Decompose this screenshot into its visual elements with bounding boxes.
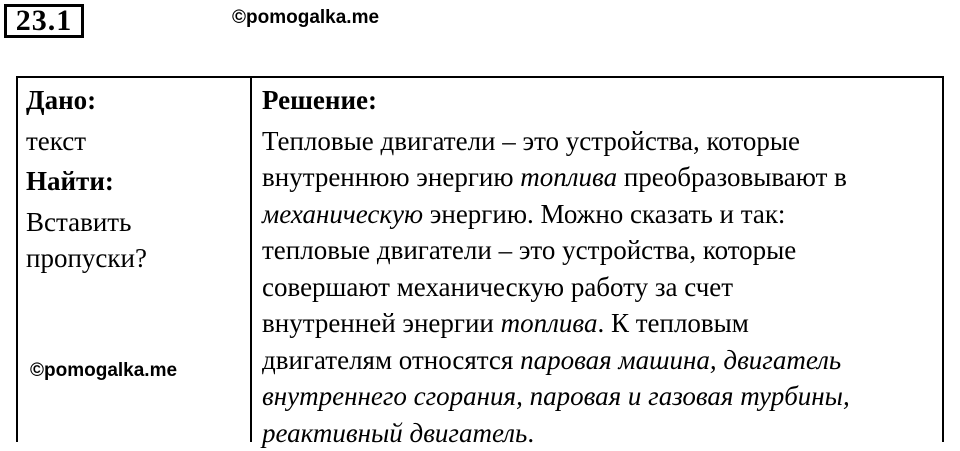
solution-text-run: . К тепловым <box>597 308 748 338</box>
solution-text-run: тепловые двигатели – это устройства, которые <box>262 235 796 265</box>
find-value-line2: пропуски? <box>26 240 241 277</box>
solution-line <box>262 305 942 342</box>
solution-line <box>262 415 942 451</box>
solution-text-run: . <box>527 418 534 448</box>
solution-line <box>262 378 942 415</box>
solution-text-run: преобразовывают в <box>617 162 847 192</box>
solution-text <box>262 123 942 451</box>
solution-italic-run: механическую <box>262 199 423 229</box>
column-divider <box>250 78 252 442</box>
solution-text-run: внутренней энергии <box>262 308 501 338</box>
solution-italic-run: топлива <box>501 308 598 338</box>
solution-table <box>16 76 944 442</box>
solution-italic-run: топлива <box>520 162 617 192</box>
solution-line <box>262 232 942 269</box>
solution-italic-run: внутреннего сгорания, паровая и газовая турбины, <box>262 381 850 411</box>
solution-text-run: внутреннюю энергию <box>262 162 520 192</box>
find-value-line1: Вставить <box>26 204 241 241</box>
solution-line <box>262 123 942 160</box>
solution-line <box>262 342 942 379</box>
solution-text-run: Тепловые двигатели – это устройства, которые <box>262 126 800 156</box>
solution-text-run: совершают механическую работу за счет <box>262 272 733 302</box>
solution-line <box>262 269 942 306</box>
solution-italic-run: паровая машина, двигатель <box>520 345 841 375</box>
solution-italic-run: реактивный двигатель <box>262 418 527 448</box>
find-label: Найти: <box>26 163 241 200</box>
given-value: текст <box>26 123 241 160</box>
solution-line <box>262 196 942 233</box>
task-number: 23.1 <box>4 4 84 38</box>
given-column <box>26 78 241 277</box>
given-label: Дано: <box>26 82 241 119</box>
solution-label: Решение: <box>262 82 942 119</box>
watermark-top: ©pomogalka.me <box>232 7 379 29</box>
solution-line <box>262 159 942 196</box>
solution-text-run: энергию. Можно сказать и так: <box>423 199 785 229</box>
watermark-left: ©pomogalka.me <box>30 360 177 382</box>
solution-text-run: двигателям относятся <box>262 345 520 375</box>
solution-column <box>262 78 942 451</box>
